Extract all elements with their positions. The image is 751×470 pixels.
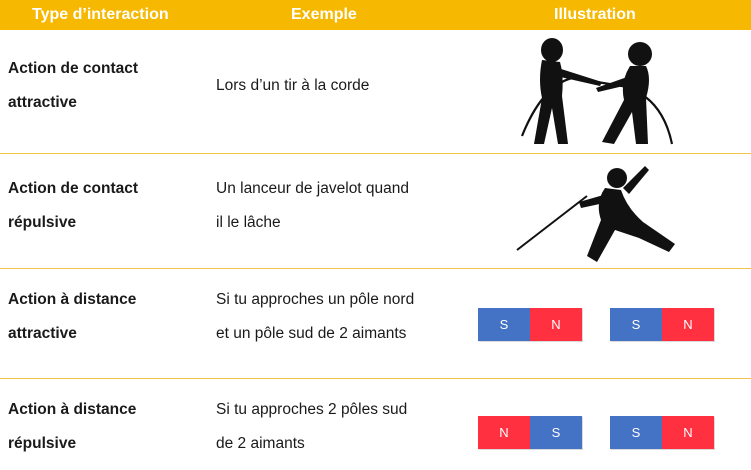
interaction-example: Lors d’un tir à la corde [216, 77, 370, 94]
magnet-pole: S [610, 308, 662, 341]
interaction-example: Si tu approches 2 pôles sud de 2 aimants [216, 401, 408, 452]
interaction-example: Un lanceur de javelot quand il le lâche [216, 180, 410, 231]
table-row [0, 30, 751, 153]
magnet-pole: S [478, 308, 530, 341]
interaction-type: Action de contact attractive [8, 60, 139, 111]
magnet [610, 308, 714, 341]
magnet-pole: N [662, 416, 714, 449]
header-example: Exemple [291, 6, 357, 23]
magnet [478, 416, 582, 449]
header-type: Type d’interaction [32, 6, 169, 23]
interaction-example: Si tu approches un pôle nord et un pôle sud de 2 aimants [216, 291, 415, 342]
magnet [478, 308, 582, 341]
interaction-type: Action à distance répulsive [8, 401, 137, 452]
table-header [0, 0, 751, 30]
magnet-pole: S [610, 416, 662, 449]
magnet-pole: N [530, 308, 582, 341]
magnet-pole: N [662, 308, 714, 341]
magnet [610, 416, 714, 449]
javelin-thrower-icon [515, 158, 680, 266]
magnet-pole: S [530, 416, 582, 449]
interaction-type: Action à distance attractive [8, 291, 137, 342]
tug-of-war-icon [512, 36, 682, 148]
header-illustration: Illustration [554, 6, 636, 23]
table-row [0, 379, 751, 470]
table-row [0, 154, 751, 268]
interaction-type: Action de contact répulsive [8, 180, 139, 231]
magnet-pole: N [478, 416, 530, 449]
table-row [0, 269, 751, 378]
